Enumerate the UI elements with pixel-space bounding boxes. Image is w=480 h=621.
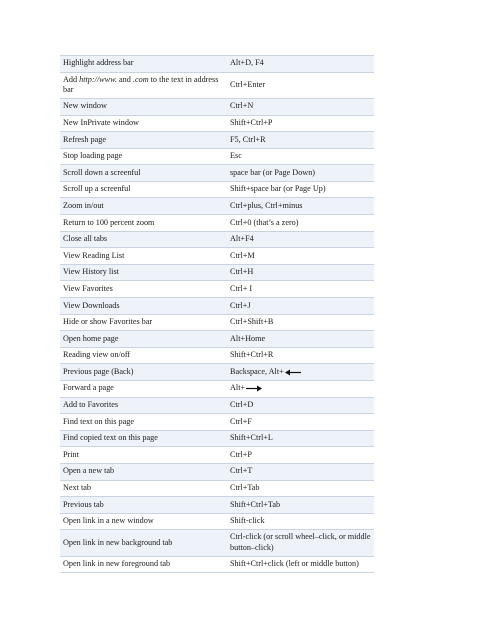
table-row [60, 132, 374, 149]
keys-cell: Ctrl-click (or scroll wheel–click, or middle button–click) [227, 530, 374, 556]
keys-cell: Shift+space bar (or Page Up) [227, 181, 374, 198]
action-cell: Open home page [60, 331, 227, 348]
table-row [60, 148, 374, 165]
table-row [60, 397, 374, 414]
table-row [60, 364, 374, 381]
table-row [60, 248, 374, 265]
keys-cell: Ctrl+ I [227, 281, 374, 298]
action-text-part: Add [63, 74, 80, 84]
keys-cell: Ctrl+M [227, 248, 374, 265]
action-cell: Next tab [60, 480, 227, 497]
keys-cell: Ctrl+D [227, 397, 374, 414]
action-cell [60, 72, 227, 98]
keys-cell: Ctrl+F [227, 414, 374, 431]
shortcut-table [60, 55, 374, 573]
keys-cell: Ctrl+H [227, 264, 374, 281]
left-arrow-icon [285, 369, 301, 376]
action-text-part: http://www. [79, 74, 117, 84]
action-cell: Print [60, 447, 227, 464]
table-row [60, 347, 374, 364]
action-cell: Reading view on/off [60, 347, 227, 364]
keys-cell: F5, Ctrl+R [227, 132, 374, 149]
action-cell: Forward a page [60, 381, 227, 398]
keys-cell: Ctrl+Shift+B [227, 314, 374, 331]
keys-text: Alt+ [230, 383, 246, 393]
keys-cell: Ctrl+J [227, 298, 374, 315]
keys-cell: Alt+Home [227, 331, 374, 348]
action-cell: View Downloads [60, 298, 227, 315]
keys-cell: Ctrl+T [227, 463, 374, 480]
action-cell: View History list [60, 264, 227, 281]
table-row [60, 314, 374, 331]
keys-cell: Shift+Ctrl+P [227, 115, 374, 132]
table-row [60, 56, 374, 73]
action-cell: Find text on this page [60, 414, 227, 431]
action-cell: Scroll down a screenful [60, 165, 227, 182]
table-row [60, 497, 374, 514]
keys-cell: Shift+Ctrl+click (left or middle button) [227, 556, 374, 573]
action-cell: Zoom in/out [60, 198, 227, 215]
table-row [60, 231, 374, 248]
table-row [60, 181, 374, 198]
action-cell: View Reading List [60, 248, 227, 265]
keys-cell: Alt+F4 [227, 231, 374, 248]
action-cell: Previous tab [60, 497, 227, 514]
action-cell: New InPrivate window [60, 115, 227, 132]
action-cell: Open link in new foreground tab [60, 556, 227, 573]
keys-cell: Shift+Ctrl+L [227, 430, 374, 447]
table-row [60, 447, 374, 464]
action-cell: Highlight address bar [60, 56, 227, 73]
action-cell: Scroll up a screenful [60, 181, 227, 198]
action-text-part: and [117, 74, 133, 84]
table-row [60, 298, 374, 315]
keys-text: Backspace, Alt+ [230, 366, 284, 376]
table-row [60, 281, 374, 298]
action-cell: View Favorites [60, 281, 227, 298]
action-cell: Previous page (Back) [60, 364, 227, 381]
table-row [60, 98, 374, 115]
keys-cell: Shift+Ctrl+R [227, 347, 374, 364]
shortcut-table-body [60, 56, 374, 573]
table-row [60, 414, 374, 431]
action-cell: Open link in a new window [60, 513, 227, 530]
action-cell: Open link in new background tab [60, 530, 227, 556]
table-row [60, 513, 374, 530]
action-cell: Hide or show Favorites bar [60, 314, 227, 331]
table-row [60, 480, 374, 497]
table-row [60, 264, 374, 281]
action-cell: Add to Favorites [60, 397, 227, 414]
table-row [60, 463, 374, 480]
action-cell: Stop loading page [60, 148, 227, 165]
table-row [60, 215, 374, 232]
keys-cell: Ctrl+N [227, 98, 374, 115]
keys-cell: Alt+D, F4 [227, 56, 374, 73]
table-row [60, 556, 374, 573]
right-arrow-icon [246, 385, 262, 392]
table-row [60, 530, 374, 556]
keys-cell: Ctrl+P [227, 447, 374, 464]
action-cell: Find copied text on this page [60, 430, 227, 447]
table-row [60, 430, 374, 447]
keys-cell: Ctrl+0 (that’s a zero) [227, 215, 374, 232]
keys-cell: space bar (or Page Down) [227, 165, 374, 182]
action-cell: Close all tabs [60, 231, 227, 248]
action-cell: Return to 100 percent zoom [60, 215, 227, 232]
keys-cell: Shift-click [227, 513, 374, 530]
action-text-part: to the text in address bar [63, 74, 219, 95]
keys-cell [227, 381, 374, 398]
table-row [60, 72, 374, 98]
keys-cell: Ctrl+plus, Ctrl+minus [227, 198, 374, 215]
action-cell: Open a new tab [60, 463, 227, 480]
keys-cell: Esc [227, 148, 374, 165]
action-cell: New window [60, 98, 227, 115]
table-row [60, 115, 374, 132]
keys-cell: Ctrl+Tab [227, 480, 374, 497]
table-row [60, 165, 374, 182]
keys-cell: Shift+Ctrl+Tab [227, 497, 374, 514]
action-text-part: .com [132, 74, 149, 84]
table-row [60, 331, 374, 348]
table-row [60, 381, 374, 398]
keys-cell [227, 364, 374, 381]
keys-cell: Ctrl+Enter [227, 72, 374, 98]
table-row [60, 198, 374, 215]
action-cell: Refresh page [60, 132, 227, 149]
